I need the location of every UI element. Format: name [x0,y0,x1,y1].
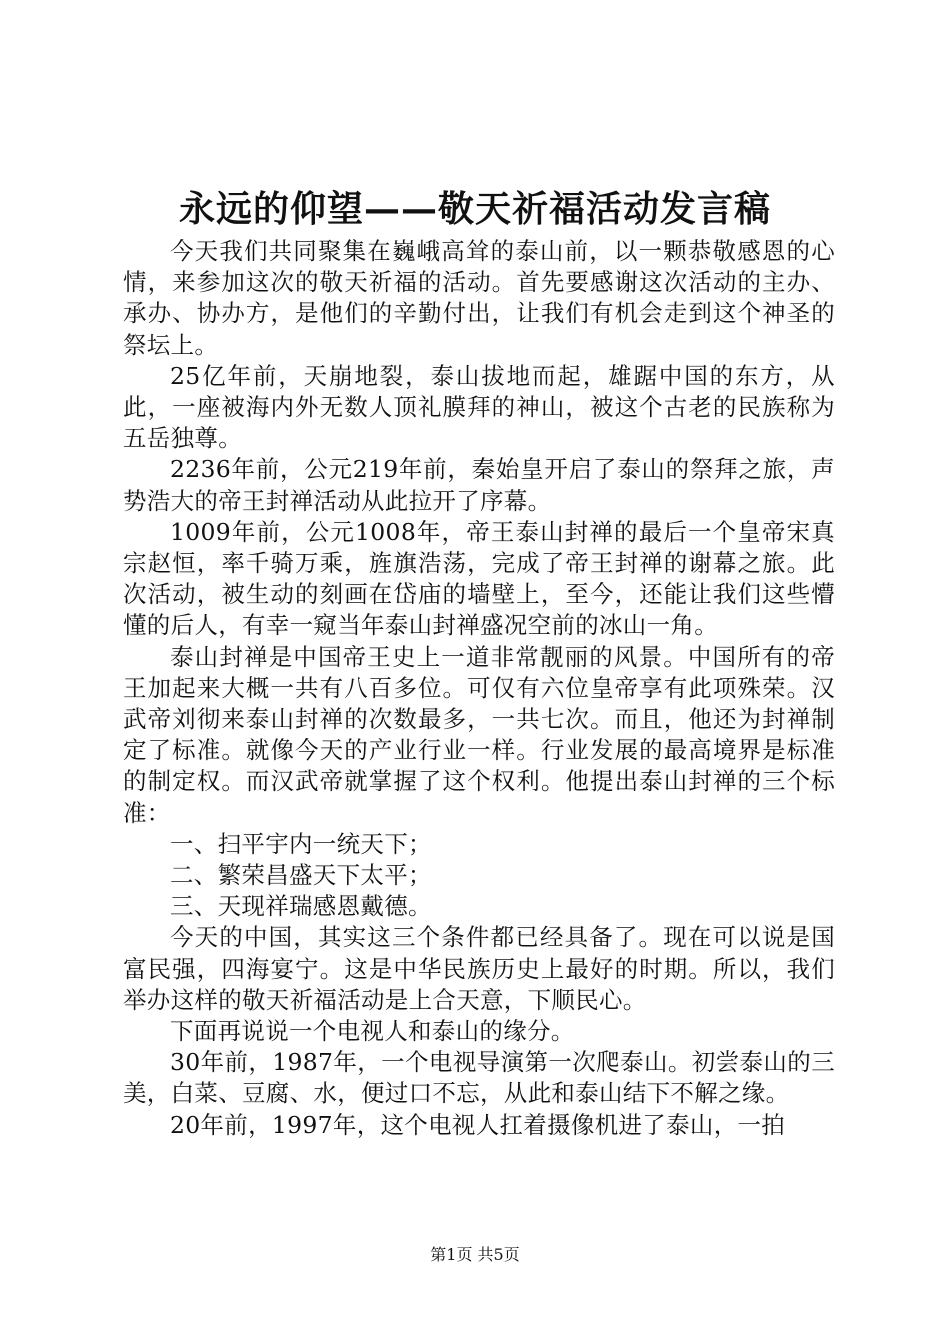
paragraph: 2236年前，公元219年前，秦始皇开启了泰山的祭拜之旅，声势浩大的帝王封禅活动从此拉开了序幕。 [123,455,835,515]
list-item: 三、天现祥瑞感恩戴德。 [170,892,432,921]
paragraph: 泰山封禅是中国帝王史上一道非常靓丽的风景。中国所有的帝王加起来大概一共有八百多位。可仅有六位皇帝享有此项殊荣。汉武帝刘彻来泰山封禅的次数最多，一共七次。而且，他还为封禅制定了标准。就像今天的产业行业一样。行业发展的最高境界是标准的制定权。而汉武帝就掌握了这个权利。他提出泰山封禅的三个标准： [123,642,835,827]
paragraph: 今天的中国，其实这三个条件都已经具备了。现在可以说是国富民强，四海宴宁。这是中华民族历史上最好的时期。所以，我们举办这样的敬天祈福活动是上合天意，下顺民心。 [123,923,835,1014]
document-body [123,236,835,1141]
list-item: 二、繁荣昌盛天下太平； [170,861,432,890]
paragraph: 20年前，1997年，这个电视人扛着摄像机进了泰山，一拍 [170,1110,786,1139]
paragraph: 30年前，1987年，一个电视导演第一次爬泰山。初尝泰山的三美，白菜、豆腐、水，便过口不忘，从此和泰山结下不解之缘。 [123,1048,835,1108]
list-item: 一、扫平宇内一统天下； [170,829,432,858]
document-title: 永远的仰望——敬天祈福活动发言稿 [178,188,771,230]
paragraph: 25亿年前，天崩地裂，泰山拔地而起，雄踞中国的东方，从此，一座被海内外无数人顶礼膜拜的神山，被这个古老的民族称为五岳独尊。 [123,361,835,453]
paragraph: 下面再说说一个电视人和泰山的缘分。 [170,1017,575,1046]
paragraph: 1009年前，公元1008年，帝王泰山封禅的最后一个皇帝宋真宗赵恒，率千骑万乘，旌旗浩荡，完成了帝王封禅的谢幕之旅。此次活动，被生动的刻画在岱庙的墙壁上，至今，还能让我们这些懵懂的后人，有幸一窥当年泰山封禅盛况空前的冰山一角。 [123,517,835,640]
page-footer: 第1页 共5页 [430,1245,520,1264]
paragraph: 今天我们共同聚集在巍峨高耸的泰山前，以一颗恭敬感恩的心情，来参加这次的敬天祈福的活动。首先要感谢这次活动的主办、承办、协办方，是他们的辛勤付出，让我们有机会走到这个神圣的祭坛上。 [123,237,835,359]
